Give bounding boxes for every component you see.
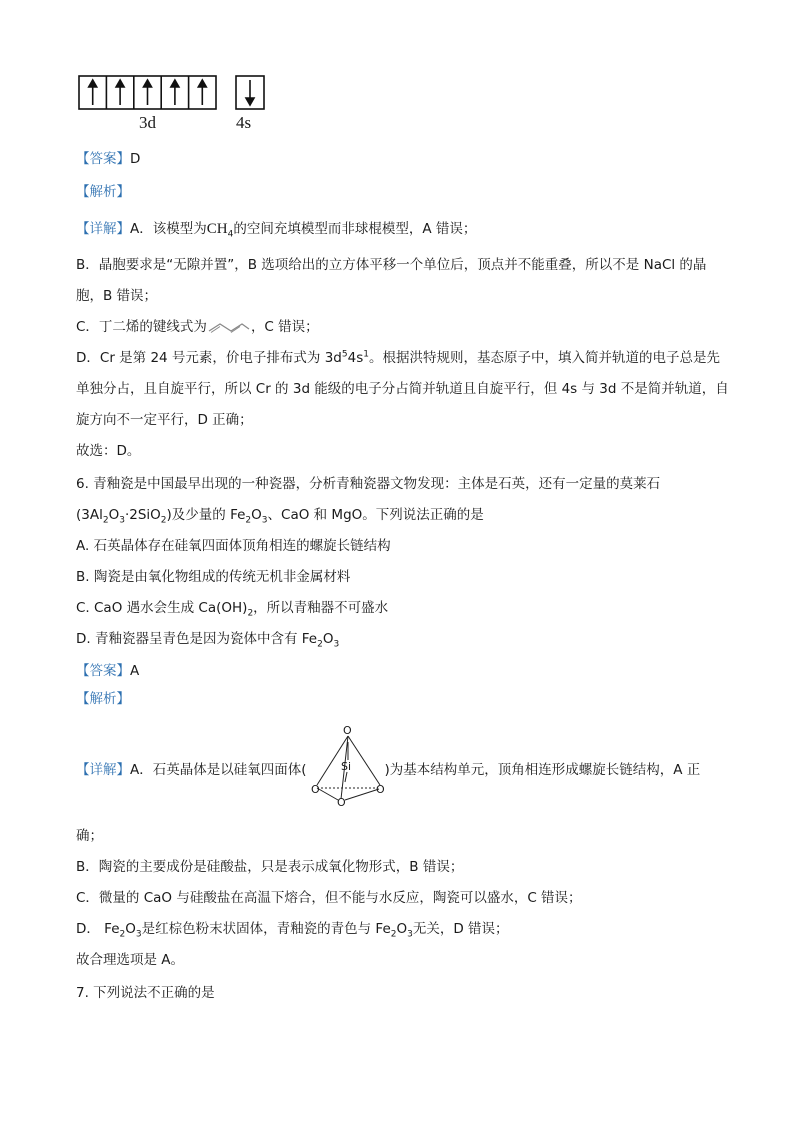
q6-detail-a-line2: 确； [76, 828, 103, 844]
butadiene-skeletal-formula [207, 320, 251, 334]
q5-detail-d-line1: D．Cr 是第 24 号元素，价电子排布式为 $3d^54s^1$。根据洪特规则，基态原子中，填入简并轨道的电子总是先 [76, 349, 720, 366]
q6-detail-b: B．陶瓷的主要成份是硅酸盐，只是表示成氧化物形式，B 错误； [76, 859, 464, 875]
q5-analysis-tag: 【解析】 [76, 184, 130, 200]
spin-up-arrow [89, 80, 97, 105]
q6-detail-d: D． $Fe_2O_3$是红棕色粉末状固体，青釉瓷的青色与 $Fe_2O_3$无关，D 错误； [76, 921, 509, 940]
q6-stem-line1: 6. 青釉瓷是中国最早出现的一种瓷器，分析青釉瓷器文物发现：主体是石英，还有一定量的莫莱石 [76, 476, 661, 492]
q6-option-d: D. 青釉瓷器呈青色是因为瓷体中含有 $Fe_2O_3$ [76, 631, 340, 650]
spin-up-arrow [116, 80, 124, 105]
q6-analysis-tag: 【解析】 [76, 691, 130, 707]
atom-o-right: O [376, 783, 385, 796]
q6-detail-c: C．微量的 CaO 与硅酸盐在高温下熔合，但不能与水反应，陶瓷可以盛水，C 错误； [76, 890, 582, 906]
atom-o-left: O [311, 783, 320, 796]
q6-option-b: B. 陶瓷是由氧化物组成的传统无机非金属材料 [76, 569, 351, 585]
spin-up-arrow [198, 80, 206, 105]
label-4s: 4s [236, 113, 252, 132]
q6-option-c: C. CaO 遇水会生成 $Ca(OH)_2$，所以青釉器不可盛水 [76, 600, 389, 619]
q5-answer: 【答案】D [76, 151, 141, 167]
atom-o-top: O [343, 724, 352, 737]
q6-detail-a: 【详解】A．石英晶体是以硅氧四面体( )为基本结构单元，顶角相连形成螺旋长链结构，A 正 [76, 762, 701, 778]
q6-option-a: A. 石英晶体存在硅氧四面体顶角相连的螺旋长链结构 [76, 538, 391, 554]
q6-conclusion: 故合理选项是 A。 [76, 952, 185, 968]
silicon-oxygen-tetrahedron [305, 722, 395, 810]
q5-conclusion: 故选：D。 [76, 443, 141, 459]
orbital-diagram [78, 74, 278, 114]
q7-stem: 7. 下列说法不正确的是 [76, 985, 215, 1001]
q6-stem-line2: $(3Al_2O_3\cdot 2SiO_2)$及少量的 $Fe_2O_3$、CaO 和 MgO。下列说法正确的是 [76, 507, 484, 526]
q5-detail-c: C．丁二烯的键线式为 ，C 错误； [76, 319, 319, 335]
spin-up-arrow [171, 80, 179, 105]
q5-detail-d-line2: 单独分占，且自旋平行，所以 Cr 的 3d 能级的电子分占简并轨道且自旋平行，但 4s 与 3d 不是简并轨道，自 [76, 381, 729, 397]
q5-detail-a: 【详解】A．该模型为$CH_4$的空间充填模型而非球棍模型，A 错误； [76, 221, 477, 240]
q5-detail-b-line2: 胞，B 错误； [76, 288, 158, 304]
q6-answer: 【答案】A [76, 663, 140, 679]
label-3d: 3d [139, 113, 156, 132]
spin-up-arrow [144, 80, 152, 105]
atom-si-center: Si [341, 760, 352, 773]
q5-detail-d-line3: 旋方向不一定平行，D 正确； [76, 412, 253, 428]
atom-o-bottom: O [337, 796, 346, 809]
spin-down-arrow [246, 80, 254, 105]
q5-detail-b-line1: B．晶胞要求是“无隙并置”，B 选项给出的立方体平移一个单位后，顶点并不能重叠，所以不是 NaCl 的晶 [76, 257, 707, 273]
